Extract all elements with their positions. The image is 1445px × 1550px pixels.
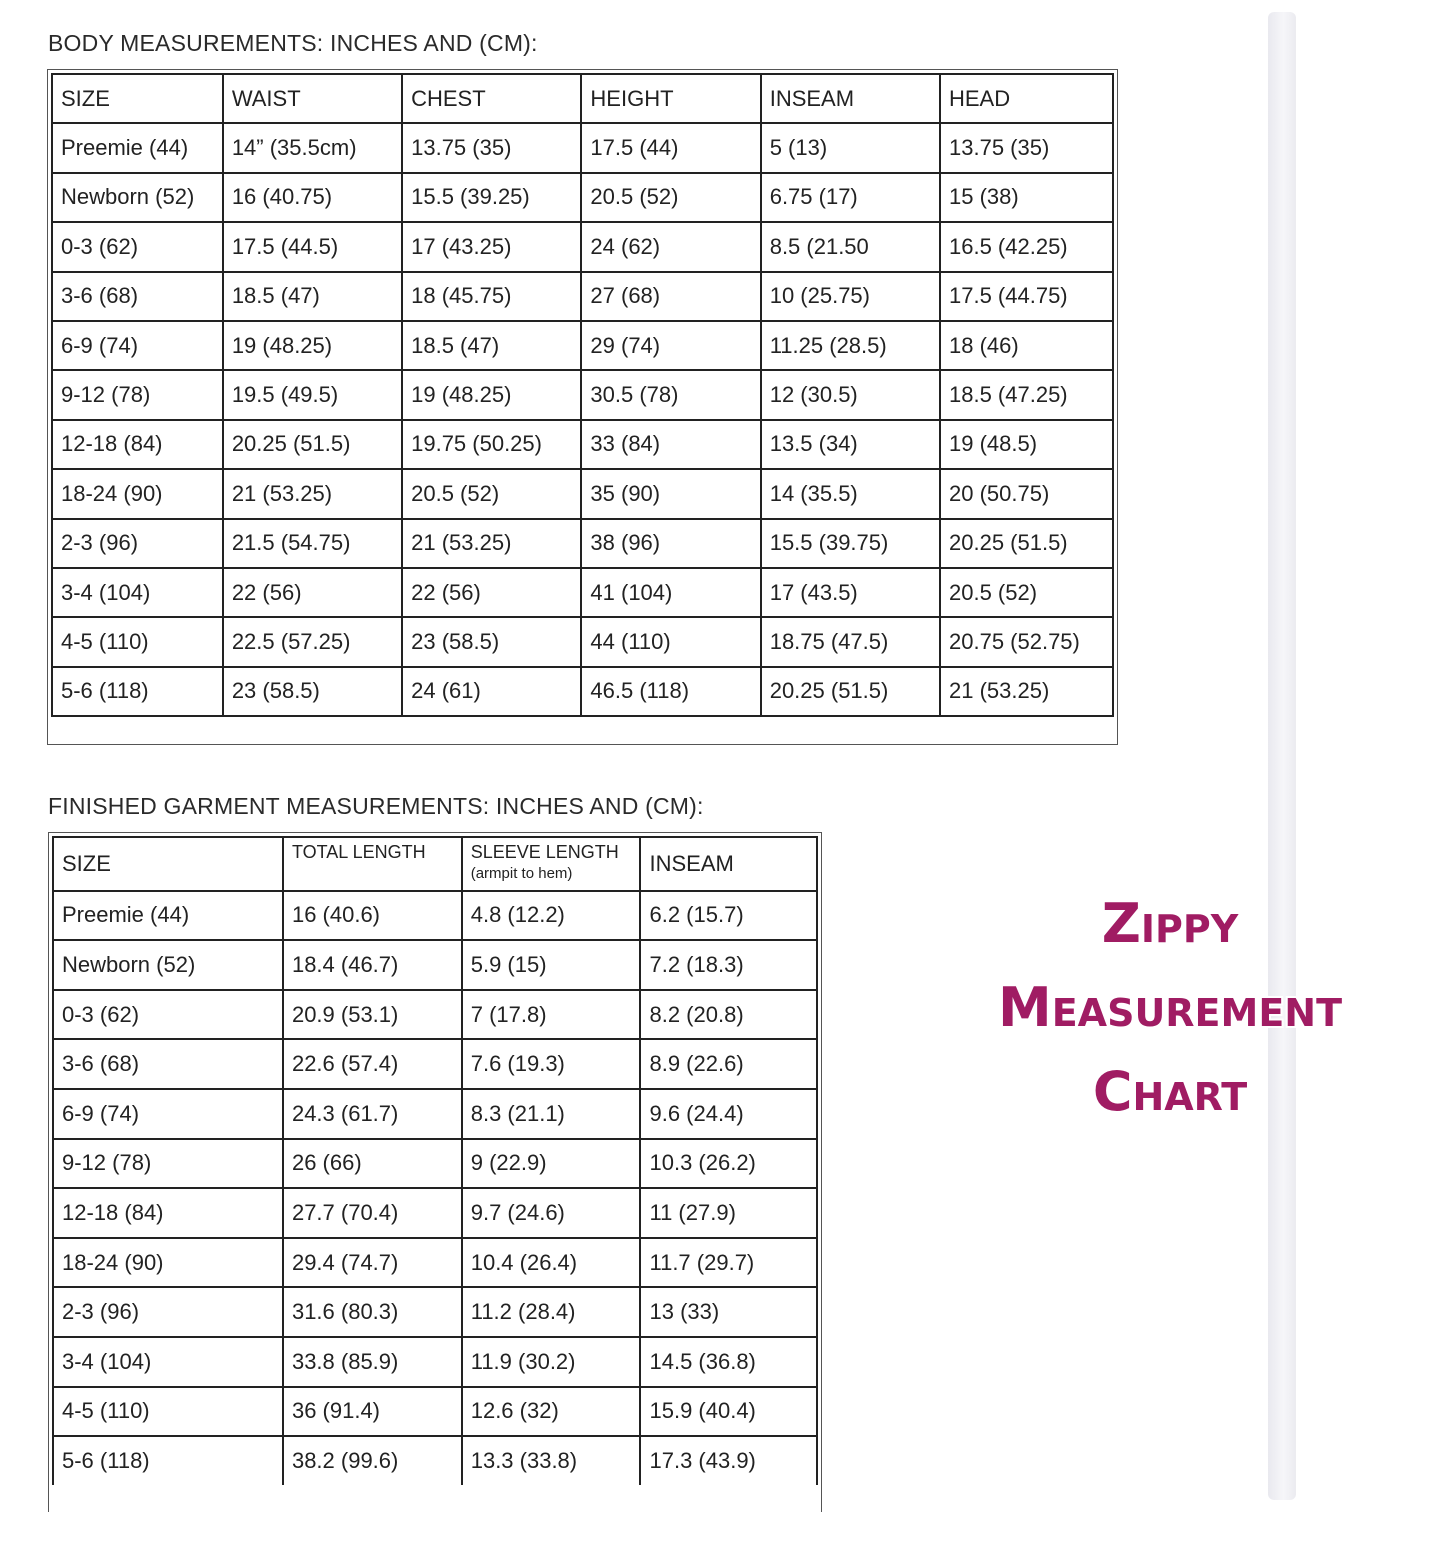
- table-cell: 18.5 (47): [402, 321, 581, 370]
- table-cell: 20.75 (52.75): [940, 617, 1113, 666]
- table-cell: 22.6 (57.4): [283, 1039, 462, 1089]
- table-cell: 27 (68): [581, 272, 760, 321]
- table-cell: 7.2 (18.3): [640, 940, 817, 990]
- table-cell: 20.5 (52): [402, 469, 581, 518]
- header-size: SIZE: [52, 74, 223, 123]
- table-cell: 17.5 (44.75): [940, 272, 1113, 321]
- table-cell: 8.2 (20.8): [640, 990, 817, 1040]
- table-row: [53, 1287, 817, 1337]
- table-row: [52, 222, 1113, 271]
- table-cell: 2-3 (96): [53, 1287, 283, 1337]
- table-cell: 13 (33): [640, 1287, 817, 1337]
- table-cell: 12-18 (84): [52, 420, 223, 469]
- table-cell: 9.6 (24.4): [640, 1089, 817, 1139]
- table-cell: 9 (22.9): [462, 1139, 641, 1189]
- table-cell: 19.75 (50.25): [402, 420, 581, 469]
- table-cell: 0-3 (62): [53, 990, 283, 1040]
- table-cell: 5-6 (118): [53, 1436, 283, 1485]
- table-cell: 0-3 (62): [52, 222, 223, 271]
- table-cell: 27.7 (70.4): [283, 1188, 462, 1238]
- table-cell: 17.5 (44.5): [223, 222, 402, 271]
- table-header-row: [52, 74, 1113, 123]
- table-cell: 41 (104): [581, 568, 760, 617]
- table-cell: 17.3 (43.9): [640, 1436, 817, 1485]
- table-row: [53, 1039, 817, 1089]
- header-height: HEIGHT: [581, 74, 760, 123]
- table-cell: 14.5 (36.8): [640, 1337, 817, 1387]
- garment-measurements-title: FINISHED GARMENT MEASUREMENTS: INCHES AND (CM):: [48, 793, 704, 819]
- garment-measurements-table: [52, 836, 818, 1485]
- table-row: [53, 1387, 817, 1437]
- table-cell: 10.4 (26.4): [462, 1238, 641, 1288]
- table-cell: 16 (40.6): [283, 891, 462, 941]
- table-cell: 44 (110): [581, 617, 760, 666]
- table-cell: 4-5 (110): [53, 1387, 283, 1437]
- table-cell: 23 (58.5): [402, 617, 581, 666]
- body-measurements-table-frame: [47, 69, 1118, 745]
- table-cell: 22 (56): [402, 568, 581, 617]
- table-row: [53, 891, 817, 941]
- table-cell: 20.5 (52): [940, 568, 1113, 617]
- table-cell: 6-9 (74): [53, 1089, 283, 1139]
- header-inseam: INSEAM: [640, 837, 817, 891]
- table-cell: 33.8 (85.9): [283, 1337, 462, 1387]
- table-cell: 23 (58.5): [223, 667, 402, 716]
- table-cell: 13.75 (35): [402, 123, 581, 172]
- table-cell: 3-6 (68): [53, 1039, 283, 1089]
- table-cell: 17 (43.5): [761, 568, 940, 617]
- table-row: [53, 1337, 817, 1387]
- table-cell: 7.6 (19.3): [462, 1039, 641, 1089]
- table-cell: 31.6 (80.3): [283, 1287, 462, 1337]
- table-cell: 29.4 (74.7): [283, 1238, 462, 1288]
- table-cell: 14” (35.5cm): [223, 123, 402, 172]
- table-row: [53, 1188, 817, 1238]
- table-cell: 14 (35.5): [761, 469, 940, 518]
- table-row: [53, 1436, 817, 1485]
- table-cell: 2-3 (96): [52, 519, 223, 568]
- table-row: [52, 370, 1113, 419]
- header-total-length: TOTAL LENGTH: [283, 837, 462, 891]
- table-cell: 9-12 (78): [52, 370, 223, 419]
- table-row: [52, 469, 1113, 518]
- table-cell: 18 (46): [940, 321, 1113, 370]
- table-cell: 17.5 (44): [581, 123, 760, 172]
- table-cell: 17 (43.25): [402, 222, 581, 271]
- table-cell: Preemie (44): [53, 891, 283, 941]
- table-cell: 11.25 (28.5): [761, 321, 940, 370]
- header-size: SIZE: [53, 837, 283, 891]
- table-cell: 15.5 (39.75): [761, 519, 940, 568]
- table-cell: 7 (17.8): [462, 990, 641, 1040]
- table-row: [52, 420, 1113, 469]
- table-cell: 20.5 (52): [581, 173, 760, 222]
- table-row: [53, 940, 817, 990]
- table-cell: Preemie (44): [52, 123, 223, 172]
- table-cell: 24.3 (61.7): [283, 1089, 462, 1139]
- table-cell: 12 (30.5): [761, 370, 940, 419]
- table-cell: 9-12 (78): [53, 1139, 283, 1189]
- table-row: [52, 272, 1113, 321]
- table-cell: 20.25 (51.5): [223, 420, 402, 469]
- table-cell: 8.3 (21.1): [462, 1089, 641, 1139]
- table-cell: 4.8 (12.2): [462, 891, 641, 941]
- header-sleeve-length-subtitle: (armpit to hem): [470, 865, 573, 882]
- table-cell: 12-18 (84): [53, 1188, 283, 1238]
- table-cell: 10.3 (26.2): [640, 1139, 817, 1189]
- table-cell: 16.5 (42.25): [940, 222, 1113, 271]
- table-cell: 5-6 (118): [52, 667, 223, 716]
- table-cell: 21 (53.25): [402, 519, 581, 568]
- table-cell: 3-4 (104): [52, 568, 223, 617]
- table-row: [53, 1238, 817, 1288]
- table-cell: 11.2 (28.4): [462, 1287, 641, 1337]
- table-cell: 15.9 (40.4): [640, 1387, 817, 1437]
- table-cell: 22.5 (57.25): [223, 617, 402, 666]
- table-cell: 6.75 (17): [761, 173, 940, 222]
- table-cell: 24 (62): [581, 222, 760, 271]
- table-cell: 19 (48.5): [940, 420, 1113, 469]
- table-row: [52, 617, 1113, 666]
- table-cell: 18.75 (47.5): [761, 617, 940, 666]
- table-cell: 20.25 (51.5): [940, 519, 1113, 568]
- table-cell: 24 (61): [402, 667, 581, 716]
- table-cell: 29 (74): [581, 321, 760, 370]
- table-cell: 19 (48.25): [223, 321, 402, 370]
- table-cell: 16 (40.75): [223, 173, 402, 222]
- table-cell: 21 (53.25): [940, 667, 1113, 716]
- promo-line-1: Zippy: [1101, 892, 1239, 955]
- table-row: [52, 173, 1113, 222]
- table-cell: Newborn (52): [52, 173, 223, 222]
- table-cell: 18-24 (90): [52, 469, 223, 518]
- table-row: [52, 568, 1113, 617]
- table-header-row: [53, 837, 817, 891]
- body-measurements-title: BODY MEASUREMENTS: INCHES AND (CM):: [48, 30, 538, 56]
- table-cell: 8.9 (22.6): [640, 1039, 817, 1089]
- table-cell: 20 (50.75): [940, 469, 1113, 518]
- table-cell: 18-24 (90): [53, 1238, 283, 1288]
- table-cell: 36 (91.4): [283, 1387, 462, 1437]
- table-row: [52, 519, 1113, 568]
- promo-title: [900, 882, 1440, 1134]
- table-cell: 21.5 (54.75): [223, 519, 402, 568]
- table-cell: 4-5 (110): [52, 617, 223, 666]
- table-cell: 19.5 (49.5): [223, 370, 402, 419]
- table-cell: 11.9 (30.2): [462, 1337, 641, 1387]
- header-waist: WAIST: [223, 74, 402, 123]
- garment-measurements-table-frame: [48, 832, 822, 1512]
- header-head: HEAD: [940, 74, 1113, 123]
- table-row: [53, 990, 817, 1040]
- table-cell: 3-6 (68): [52, 272, 223, 321]
- table-cell: 6-9 (74): [52, 321, 223, 370]
- table-cell: 10 (25.75): [761, 272, 940, 321]
- table-cell: 3-4 (104): [53, 1337, 283, 1387]
- table-cell: 5 (13): [761, 123, 940, 172]
- table-cell: 13.5 (34): [761, 420, 940, 469]
- table-row: [52, 123, 1113, 172]
- table-cell: 6.2 (15.7): [640, 891, 817, 941]
- table-cell: 18 (45.75): [402, 272, 581, 321]
- table-cell: 19 (48.25): [402, 370, 581, 419]
- table-cell: 38 (96): [581, 519, 760, 568]
- body-measurements-table: [51, 73, 1114, 717]
- table-row: [53, 1139, 817, 1189]
- table-cell: 21 (53.25): [223, 469, 402, 518]
- table-row: [53, 1089, 817, 1139]
- page-scrollbar[interactable]: [1268, 12, 1296, 1500]
- table-cell: 8.5 (21.50: [761, 222, 940, 271]
- header-sleeve-length: [462, 837, 641, 891]
- table-cell: 26 (66): [283, 1139, 462, 1189]
- table-cell: 33 (84): [581, 420, 760, 469]
- table-cell: 11.7 (29.7): [640, 1238, 817, 1288]
- table-cell: 13.3 (33.8): [462, 1436, 641, 1485]
- table-cell: 15.5 (39.25): [402, 173, 581, 222]
- table-cell: 30.5 (78): [581, 370, 760, 419]
- table-cell: Newborn (52): [53, 940, 283, 990]
- promo-line-3: Chart: [1092, 1060, 1248, 1123]
- table-cell: 11 (27.9): [640, 1188, 817, 1238]
- table-cell: 15 (38): [940, 173, 1113, 222]
- header-chest: CHEST: [402, 74, 581, 123]
- table-cell: 46.5 (118): [581, 667, 760, 716]
- table-cell: 38.2 (99.6): [283, 1436, 462, 1485]
- table-row: [52, 667, 1113, 716]
- table-cell: 18.5 (47): [223, 272, 402, 321]
- table-cell: 20.9 (53.1): [283, 990, 462, 1040]
- header-sleeve-length-label: SLEEVE LENGTH: [470, 842, 619, 862]
- table-cell: 20.25 (51.5): [761, 667, 940, 716]
- header-inseam: INSEAM: [761, 74, 940, 123]
- table-cell: 22 (56): [223, 568, 402, 617]
- table-cell: 35 (90): [581, 469, 760, 518]
- table-cell: 9.7 (24.6): [462, 1188, 641, 1238]
- table-row: [52, 321, 1113, 370]
- table-cell: 13.75 (35): [940, 123, 1113, 172]
- table-cell: 18.5 (47.25): [940, 370, 1113, 419]
- promo-line-2: Measurement: [997, 976, 1343, 1039]
- table-cell: 12.6 (32): [462, 1387, 641, 1437]
- table-cell: 18.4 (46.7): [283, 940, 462, 990]
- table-cell: 5.9 (15): [462, 940, 641, 990]
